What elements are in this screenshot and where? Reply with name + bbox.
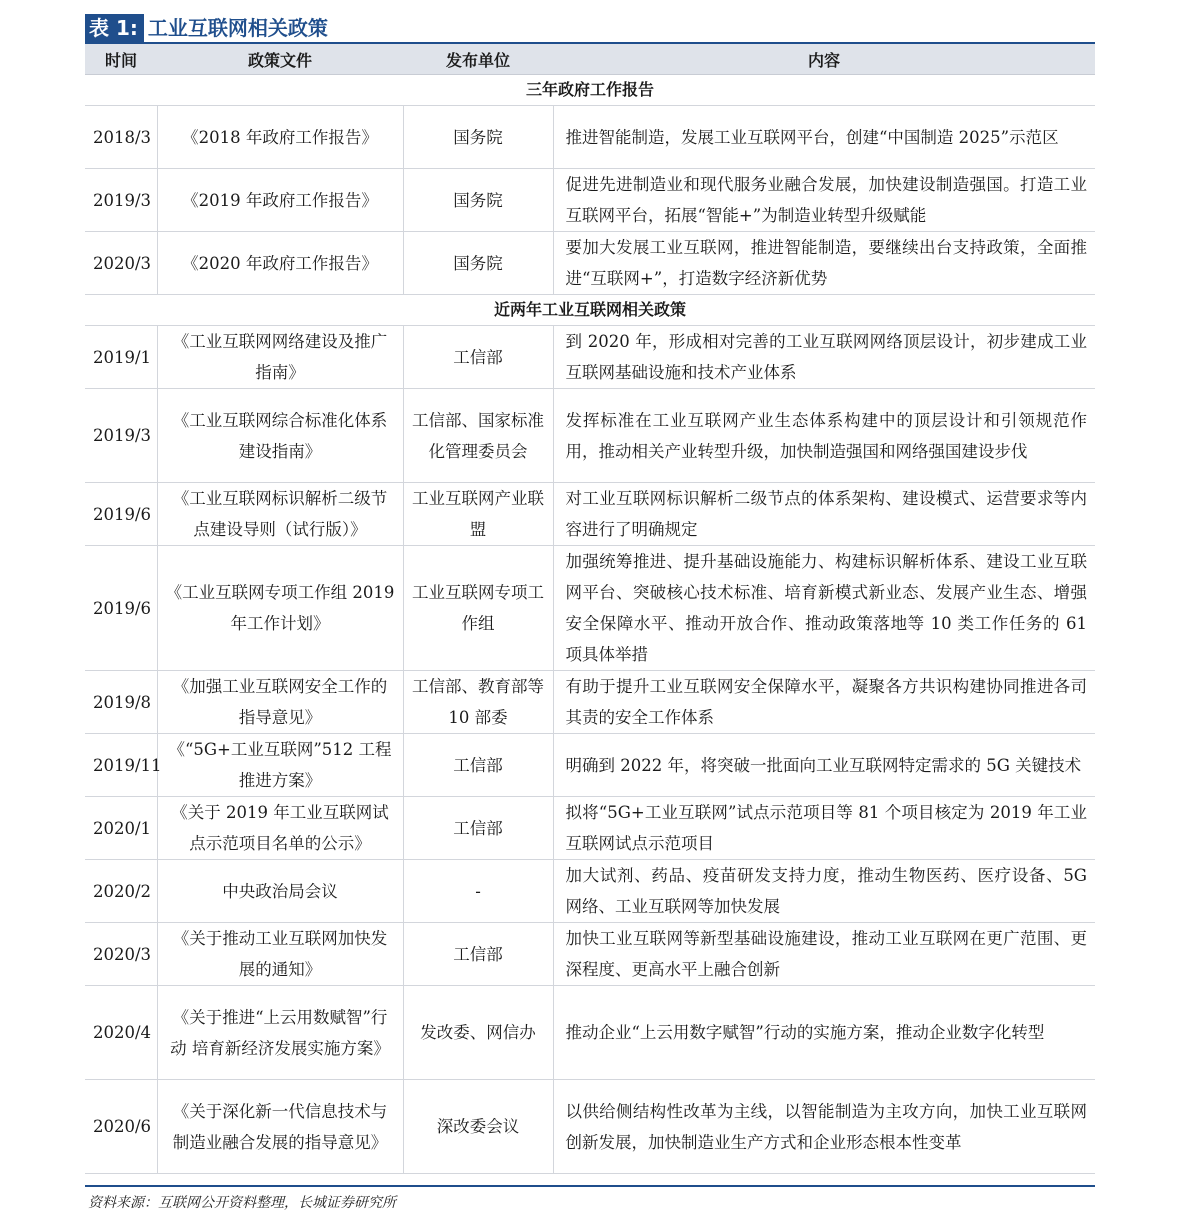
table-row — [85, 232, 1095, 295]
cell-content: 加大试剂、药品、疫苗研发支持力度，推动生物医药、医疗设备、5G 网络、工业互联网等加快发展 — [553, 860, 1095, 923]
source-note: 资料来源：互联网公开资料整理，长城证券研究所 — [88, 1195, 396, 1211]
cell-time: 2020/4 — [85, 986, 157, 1080]
cell-issuer: 工信部 — [403, 326, 553, 389]
cell-issuer: 工信部 — [403, 797, 553, 860]
cell-policy-document: 《2020 年政府工作报告》 — [157, 232, 403, 295]
section-heading: 近两年工业互联网相关政策 — [85, 295, 1095, 326]
table-body — [85, 75, 1095, 1174]
table-title: 工业互联网相关政策 — [147, 16, 328, 40]
header-time: 时间 — [85, 44, 157, 75]
cell-content: 对工业互联网标识解析二级节点的体系架构、建设模式、运营要求等内容进行了明确规定 — [553, 483, 1095, 546]
section-heading-row — [85, 75, 1095, 106]
table-title-bar — [85, 12, 1095, 45]
cell-issuer: 工信部 — [403, 734, 553, 797]
cell-issuer: 国务院 — [403, 232, 553, 295]
section-heading: 三年政府工作报告 — [85, 75, 1095, 106]
cell-policy-document: 《工业互联网标识解析二级节点建设导则（试行版）》 — [157, 483, 403, 546]
cell-content: 要加大发展工业互联网，推进智能制造，要继续出台支持政策，全面推进“互联网+”，打造数字经济新优势 — [553, 232, 1095, 295]
cell-policy-document: 《工业互联网专项工作组 2019 年工作计划》 — [157, 546, 403, 671]
cell-issuer: 发改委、网信办 — [403, 986, 553, 1080]
cell-time: 2020/3 — [85, 923, 157, 986]
cell-content: 推动企业“上云用数字赋智”行动的实施方案，推动企业数字化转型 — [553, 986, 1095, 1080]
table-number-label: 表 1: — [85, 14, 144, 42]
cell-policy-document: 《2018 年政府工作报告》 — [157, 106, 403, 169]
cell-policy-document: 中央政治局会议 — [157, 860, 403, 923]
cell-time: 2019/6 — [85, 546, 157, 671]
cell-issuer: 国务院 — [403, 169, 553, 232]
cell-content: 明确到 2022 年，将突破一批面向工业互联网特定需求的 5G 关键技术 — [553, 734, 1095, 797]
cell-time: 2020/1 — [85, 797, 157, 860]
cell-policy-document: 《关于推进“上云用数赋智”行动 培育新经济发展实施方案》 — [157, 986, 403, 1080]
cell-content: 拟将“5G+工业互联网”试点示范项目等 81 个项目核定为 2019 年工业互联网试点示范项目 — [553, 797, 1095, 860]
cell-policy-document: 《关于推动工业互联网加快发展的通知》 — [157, 923, 403, 986]
cell-policy-document: 《加强工业互联网安全工作的指导意见》 — [157, 671, 403, 734]
cell-content: 到 2020 年，形成相对完善的工业互联网网络顶层设计，初步建成工业互联网基础设施和技术产业体系 — [553, 326, 1095, 389]
cell-content: 加快工业互联网等新型基础设施建设，推动工业互联网在更广范围、更深程度、更高水平上融合创新 — [553, 923, 1095, 986]
section-heading-row — [85, 295, 1095, 326]
cell-time: 2019/1 — [85, 326, 157, 389]
cell-policy-document: 《工业互联网综合标准化体系建设指南》 — [157, 389, 403, 483]
header-content: 内容 — [553, 44, 1095, 75]
table-row — [85, 483, 1095, 546]
cell-time: 2019/3 — [85, 389, 157, 483]
cell-time: 2019/11 — [85, 734, 157, 797]
header-issuer: 发布单位 — [403, 44, 553, 75]
cell-content: 推进智能制造，发展工业互联网平台，创建“中国制造 2025”示范区 — [553, 106, 1095, 169]
cell-issuer: 工业互联网产业联盟 — [403, 483, 553, 546]
cell-issuer: 深改委会议 — [403, 1080, 553, 1174]
table-row — [85, 734, 1095, 797]
cell-issuer: 国务院 — [403, 106, 553, 169]
cell-policy-document: 《关于 2019 年工业互联网试点示范项目名单的公示》 — [157, 797, 403, 860]
cell-policy-document: 《工业互联网网络建设及推广指南》 — [157, 326, 403, 389]
cell-issuer: 工信部、教育部等 10 部委 — [403, 671, 553, 734]
cell-time: 2020/2 — [85, 860, 157, 923]
cell-time: 2019/3 — [85, 169, 157, 232]
table-row — [85, 923, 1095, 986]
table-row — [85, 169, 1095, 232]
table-row — [85, 389, 1095, 483]
table-row — [85, 106, 1095, 169]
cell-issuer: 工信部、国家标准化管理委员会 — [403, 389, 553, 483]
cell-time: 2019/8 — [85, 671, 157, 734]
table-header-row — [85, 44, 1095, 75]
cell-content: 发挥标准在工业互联网产业生态体系构建中的顶层设计和引领规范作用，推动相关产业转型升级，加快制造强国和网络强国建设步伐 — [553, 389, 1095, 483]
cell-time: 2018/3 — [85, 106, 157, 169]
table-row — [85, 546, 1095, 671]
table-row — [85, 326, 1095, 389]
cell-time: 2020/6 — [85, 1080, 157, 1174]
cell-policy-document: 《关于深化新一代信息技术与制造业融合发展的指导意见》 — [157, 1080, 403, 1174]
cell-content: 加强统筹推进、提升基础设施能力、构建标识解析体系、建设工业互联网平台、突破核心技术标准、培育新模式新业态、发展产业生态、增强安全保障水平、推动开放合作、推动政策落地等 10 类工作任务的 61 项具体举措 — [553, 546, 1095, 671]
cell-content: 有助于提升工业互联网安全保障水平，凝聚各方共识构建协同推进各司其责的安全工作体系 — [553, 671, 1095, 734]
cell-policy-document: 《2019 年政府工作报告》 — [157, 169, 403, 232]
bottom-rule — [85, 1185, 1095, 1187]
table-row — [85, 986, 1095, 1080]
header-policy-document: 政策文件 — [157, 44, 403, 75]
cell-issuer: 工信部 — [403, 923, 553, 986]
table-row — [85, 797, 1095, 860]
cell-issuer: 工业互联网专项工作组 — [403, 546, 553, 671]
cell-content: 促进先进制造业和现代服务业融合发展，加快建设制造强国。打造工业互联网平台，拓展“智能+”为制造业转型升级赋能 — [553, 169, 1095, 232]
table-row — [85, 860, 1095, 923]
cell-time: 2020/3 — [85, 232, 157, 295]
table-row — [85, 1080, 1095, 1174]
table-row — [85, 671, 1095, 734]
cell-issuer: - — [403, 860, 553, 923]
cell-time: 2019/6 — [85, 483, 157, 546]
cell-content: 以供给侧结构性改革为主线，以智能制造为主攻方向，加快工业互联网创新发展，加快制造业生产方式和企业形态根本性变革 — [553, 1080, 1095, 1174]
policy-table — [85, 44, 1095, 1174]
cell-policy-document: 《“5G+工业互联网”512 工程推进方案》 — [157, 734, 403, 797]
